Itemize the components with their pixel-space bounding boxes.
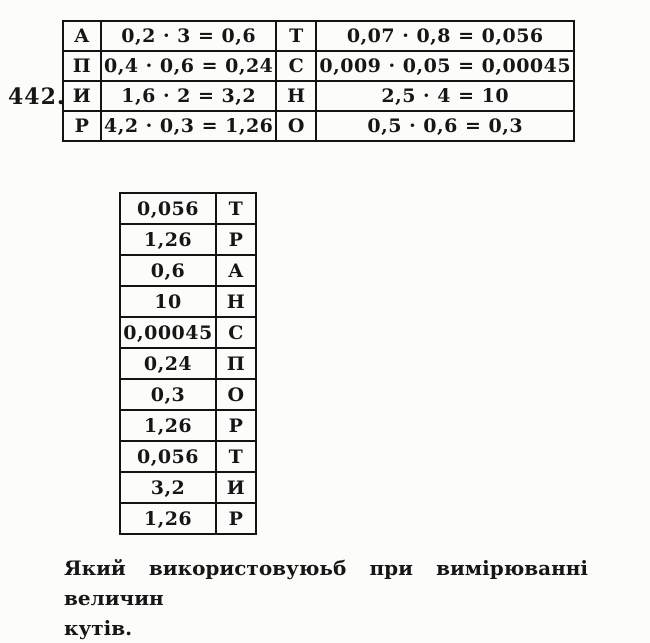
value-cell: 1,26 bbox=[120, 503, 216, 534]
letter-cell: С bbox=[276, 51, 316, 81]
table-row bbox=[63, 21, 574, 51]
table-row bbox=[120, 224, 256, 255]
equation-cell: 0,07 · 0,8 = 0,056 bbox=[316, 21, 574, 51]
letter-cell: Р bbox=[216, 224, 256, 255]
table-row bbox=[120, 348, 256, 379]
table-row bbox=[63, 81, 574, 111]
answer-table bbox=[119, 192, 257, 535]
question-line-2: кутів. bbox=[64, 616, 133, 640]
value-cell: 0,24 bbox=[120, 348, 216, 379]
value-cell: 0,056 bbox=[120, 441, 216, 472]
value-cell: 0,056 bbox=[120, 193, 216, 224]
value-cell: 1,26 bbox=[120, 224, 216, 255]
letter-cell: А bbox=[216, 255, 256, 286]
letter-cell: Т bbox=[276, 21, 316, 51]
problem-number: 442. bbox=[8, 84, 66, 110]
table-row bbox=[63, 51, 574, 81]
letter-cell: Т bbox=[216, 441, 256, 472]
equation-cell: 1,6 · 2 = 3,2 bbox=[101, 81, 276, 111]
table-row bbox=[120, 441, 256, 472]
table-row bbox=[63, 111, 574, 141]
table-row bbox=[120, 193, 256, 224]
equation-cell: 0,009 · 0,05 = 0,00045 bbox=[316, 51, 574, 81]
letter-cell: О bbox=[276, 111, 316, 141]
letter-cell: Н bbox=[216, 286, 256, 317]
letter-cell: П bbox=[216, 348, 256, 379]
equation-cell: 2,5 · 4 = 10 bbox=[316, 81, 574, 111]
letter-cell: Р bbox=[216, 410, 256, 441]
letter-cell: И bbox=[63, 81, 101, 111]
table-row bbox=[120, 410, 256, 441]
letter-cell: П bbox=[63, 51, 101, 81]
letter-cell: А bbox=[63, 21, 101, 51]
table-row bbox=[120, 255, 256, 286]
letter-cell: Н bbox=[276, 81, 316, 111]
letter-cell: Т bbox=[216, 193, 256, 224]
table-row bbox=[120, 286, 256, 317]
value-cell: 0,3 bbox=[120, 379, 216, 410]
letter-cell: Р bbox=[216, 503, 256, 534]
equation-cell: 0,2 · 3 = 0,6 bbox=[101, 21, 276, 51]
value-cell: 10 bbox=[120, 286, 216, 317]
equation-cell: 0,5 · 0,6 = 0,3 bbox=[316, 111, 574, 141]
question-line-1: Який використовуюьб при вимірюванні величин bbox=[64, 556, 588, 610]
table-row bbox=[120, 472, 256, 503]
equation-cell: 0,4 · 0,6 = 0,24 bbox=[101, 51, 276, 81]
equation-table bbox=[62, 20, 575, 142]
table-row bbox=[120, 317, 256, 348]
value-cell: 0,6 bbox=[120, 255, 216, 286]
letter-cell: С bbox=[216, 317, 256, 348]
table-row bbox=[120, 379, 256, 410]
value-cell: 1,26 bbox=[120, 410, 216, 441]
letter-cell: Р bbox=[63, 111, 101, 141]
table-row bbox=[120, 503, 256, 534]
letter-cell: О bbox=[216, 379, 256, 410]
value-cell: 0,00045 bbox=[120, 317, 216, 348]
equation-cell: 4,2 · 0,3 = 1,26 bbox=[101, 111, 276, 141]
question-text bbox=[64, 553, 588, 643]
letter-cell: И bbox=[216, 472, 256, 503]
value-cell: 3,2 bbox=[120, 472, 216, 503]
